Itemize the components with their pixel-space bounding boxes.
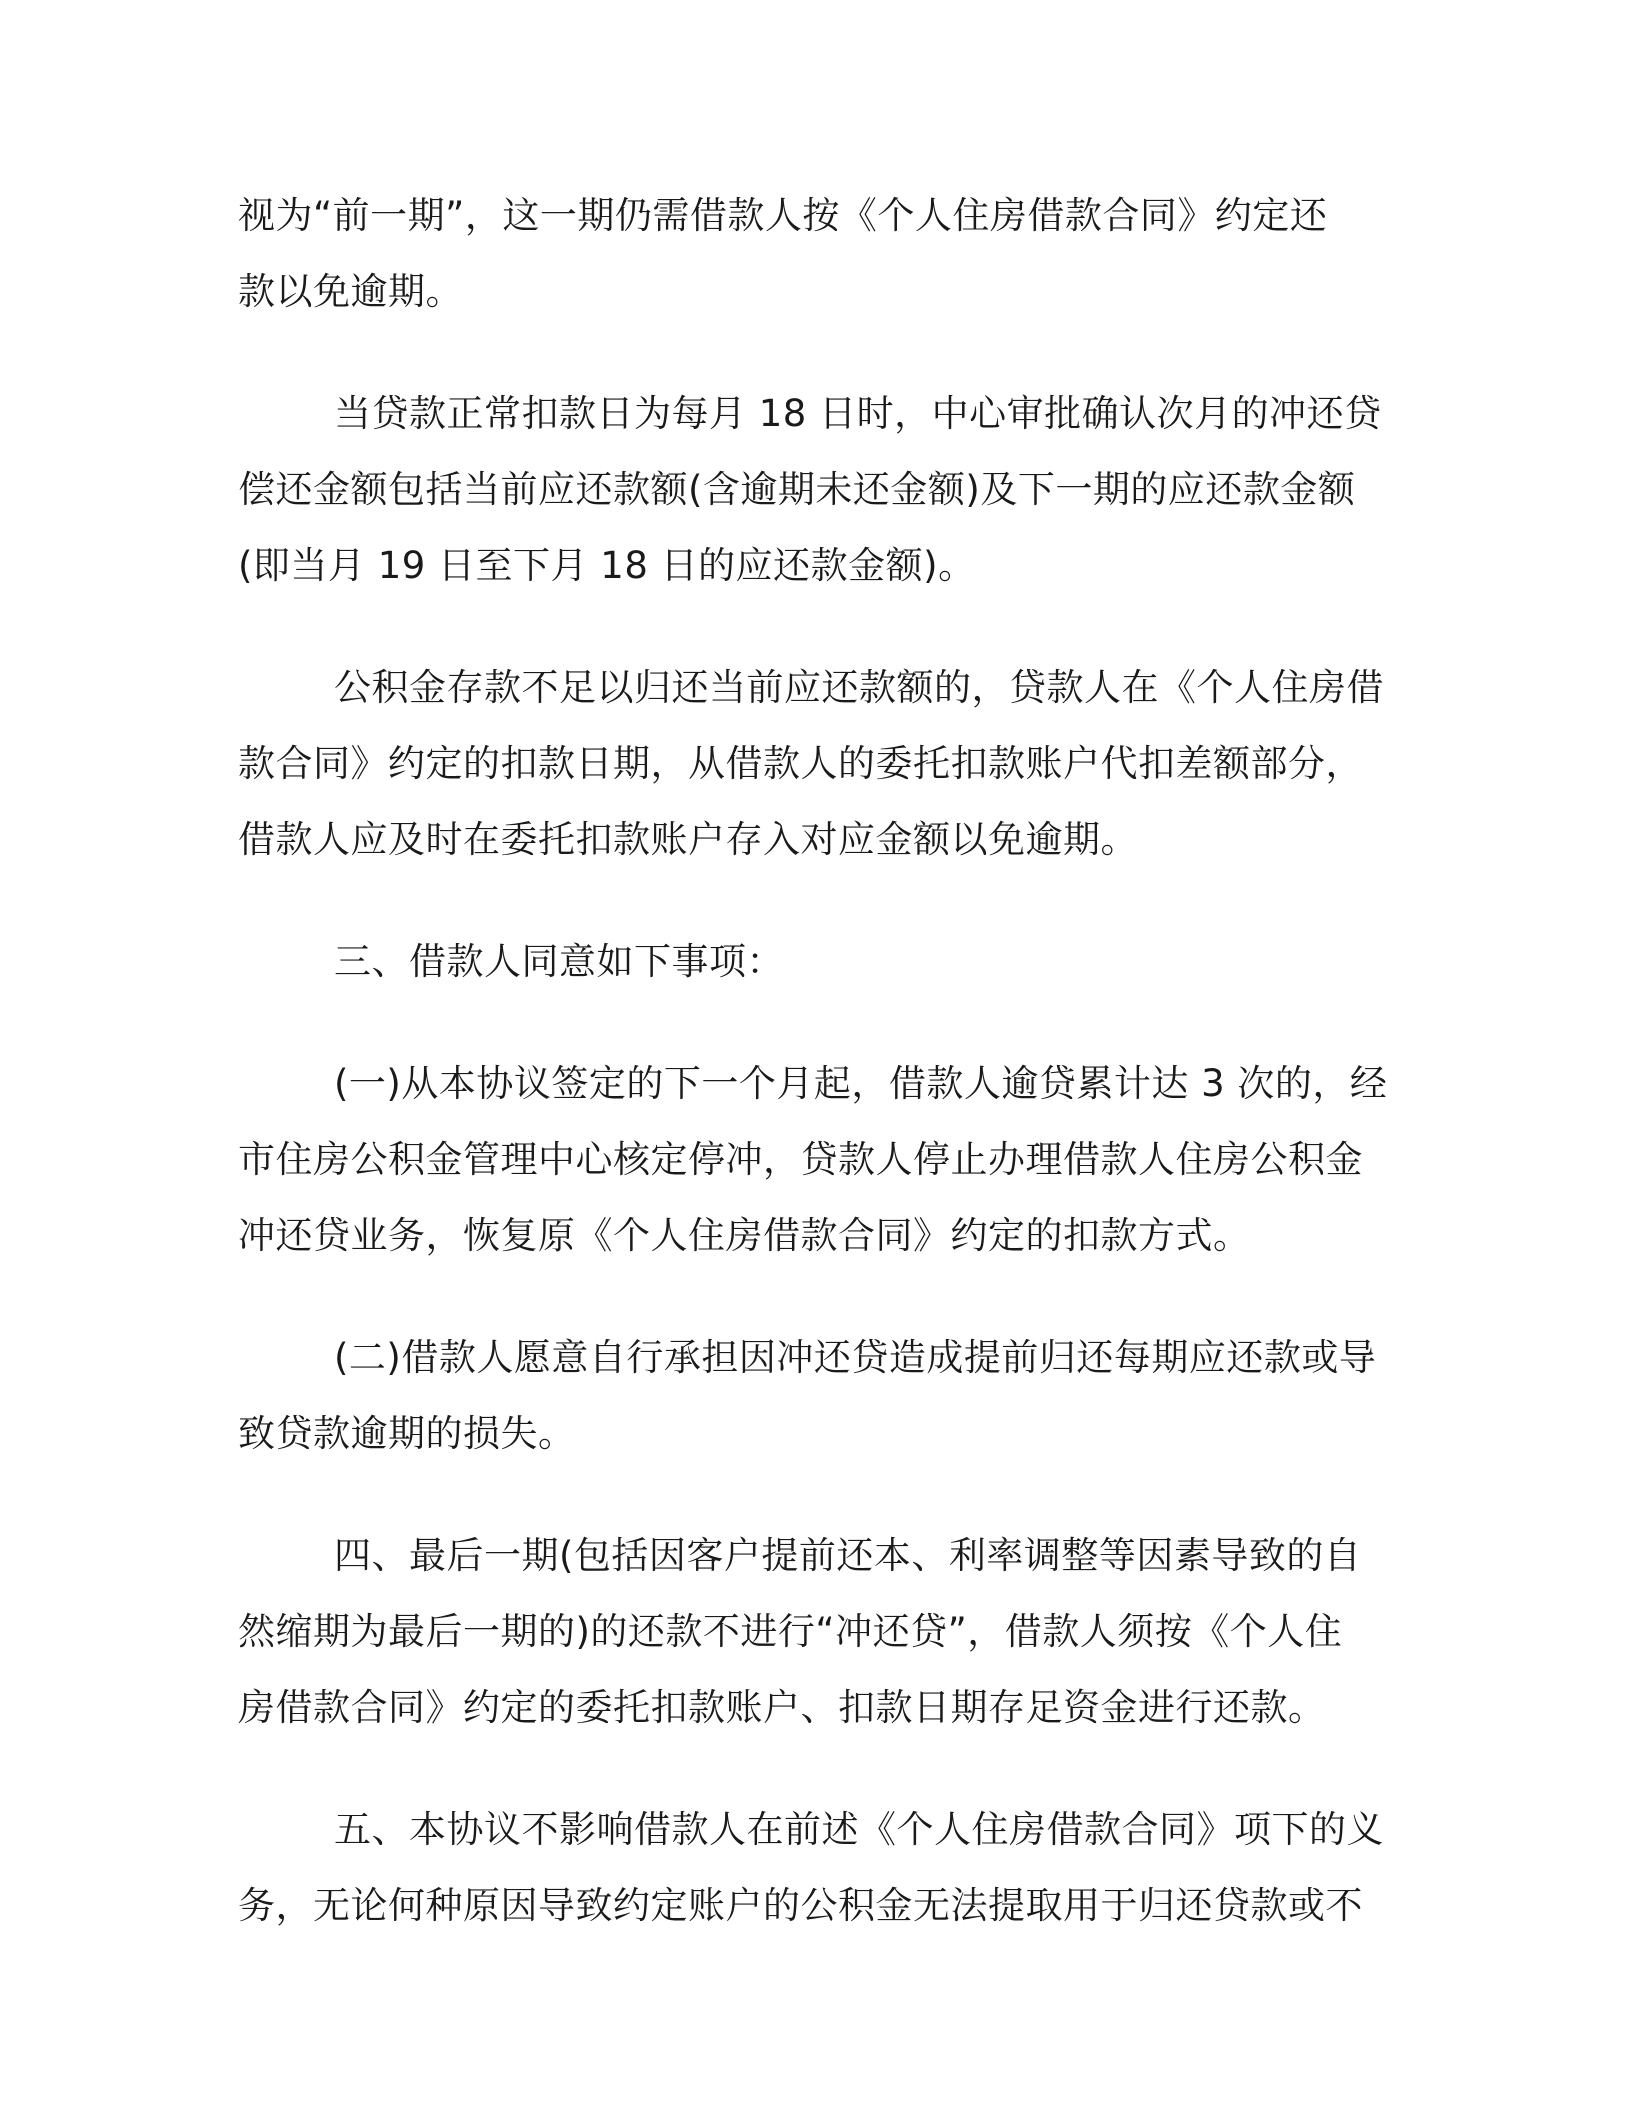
text-line: 公积金存款不足以归还当前应还款额的，贷款人在《个人住房借 — [334, 666, 1384, 709]
paragraph-deduction-date-18 — [238, 376, 1398, 604]
text-line: 视为“前一期”，这一期仍需借款人按《个人住房借款合同》约定还 — [238, 194, 1328, 237]
text-line: 四、最后一期(包括因客户提前还本、利率调整等因素导致的自 — [334, 1534, 1362, 1577]
text-line: 当贷款正常扣款日为每月 18 日时，中心审批确认次月的冲还贷 — [334, 392, 1382, 435]
text-line: 务，无论何种原因导致约定账户的公积金无法提取用于归还贷款或不 — [238, 1884, 1363, 1927]
text-line: 款以免逾期。 — [238, 270, 463, 313]
text-line: 五、本协议不影响借款人在前述《个人住房借款合同》项下的义 — [334, 1808, 1384, 1851]
text-line: (二)借款人愿意自行承担因冲还贷造成提前归还每期应还款或导 — [334, 1336, 1377, 1379]
text-line: (即当月 19 日至下月 18 日的应还款金额)。 — [238, 544, 976, 587]
paragraph-section-three-item-one — [238, 1046, 1398, 1274]
paragraph-insufficient-deposit — [238, 650, 1398, 878]
text-line: (一)从本协议签定的下一个月起，借款人逾贷累计达 3 次的，经 — [334, 1062, 1388, 1105]
text-line: 然缩期为最后一期的)的还款不进行“冲还贷”，借款人须按《个人住 — [238, 1610, 1343, 1653]
paragraph-section-four — [238, 1518, 1398, 1746]
document-body — [238, 178, 1398, 1990]
paragraph-section-three-item-two — [238, 1320, 1398, 1472]
text-line: 冲还贷业务，恢复原《个人住房借款合同》约定的扣款方式。 — [238, 1214, 1251, 1257]
paragraph-continuation — [238, 178, 1398, 330]
text-line: 三、借款人同意如下事项： — [334, 940, 784, 983]
section-three-heading — [238, 924, 1398, 1000]
text-line: 偿还金额包括当前应还款额(含逾期未还金额)及下一期的应还款金额 — [238, 468, 1356, 511]
text-line: 借款人应及时在委托扣款账户存入对应金额以免逾期。 — [238, 818, 1138, 861]
text-line: 致贷款逾期的损失。 — [238, 1412, 576, 1455]
text-line: 市住房公积金管理中心核定停冲，贷款人停止办理借款人住房公积金 — [238, 1138, 1363, 1181]
paragraph-section-five — [238, 1792, 1398, 1944]
text-line: 房借款合同》约定的委托扣款账户、扣款日期存足资金进行还款。 — [238, 1686, 1326, 1729]
text-line: 款合同》约定的扣款日期，从借款人的委托扣款账户代扣差额部分， — [238, 742, 1363, 785]
